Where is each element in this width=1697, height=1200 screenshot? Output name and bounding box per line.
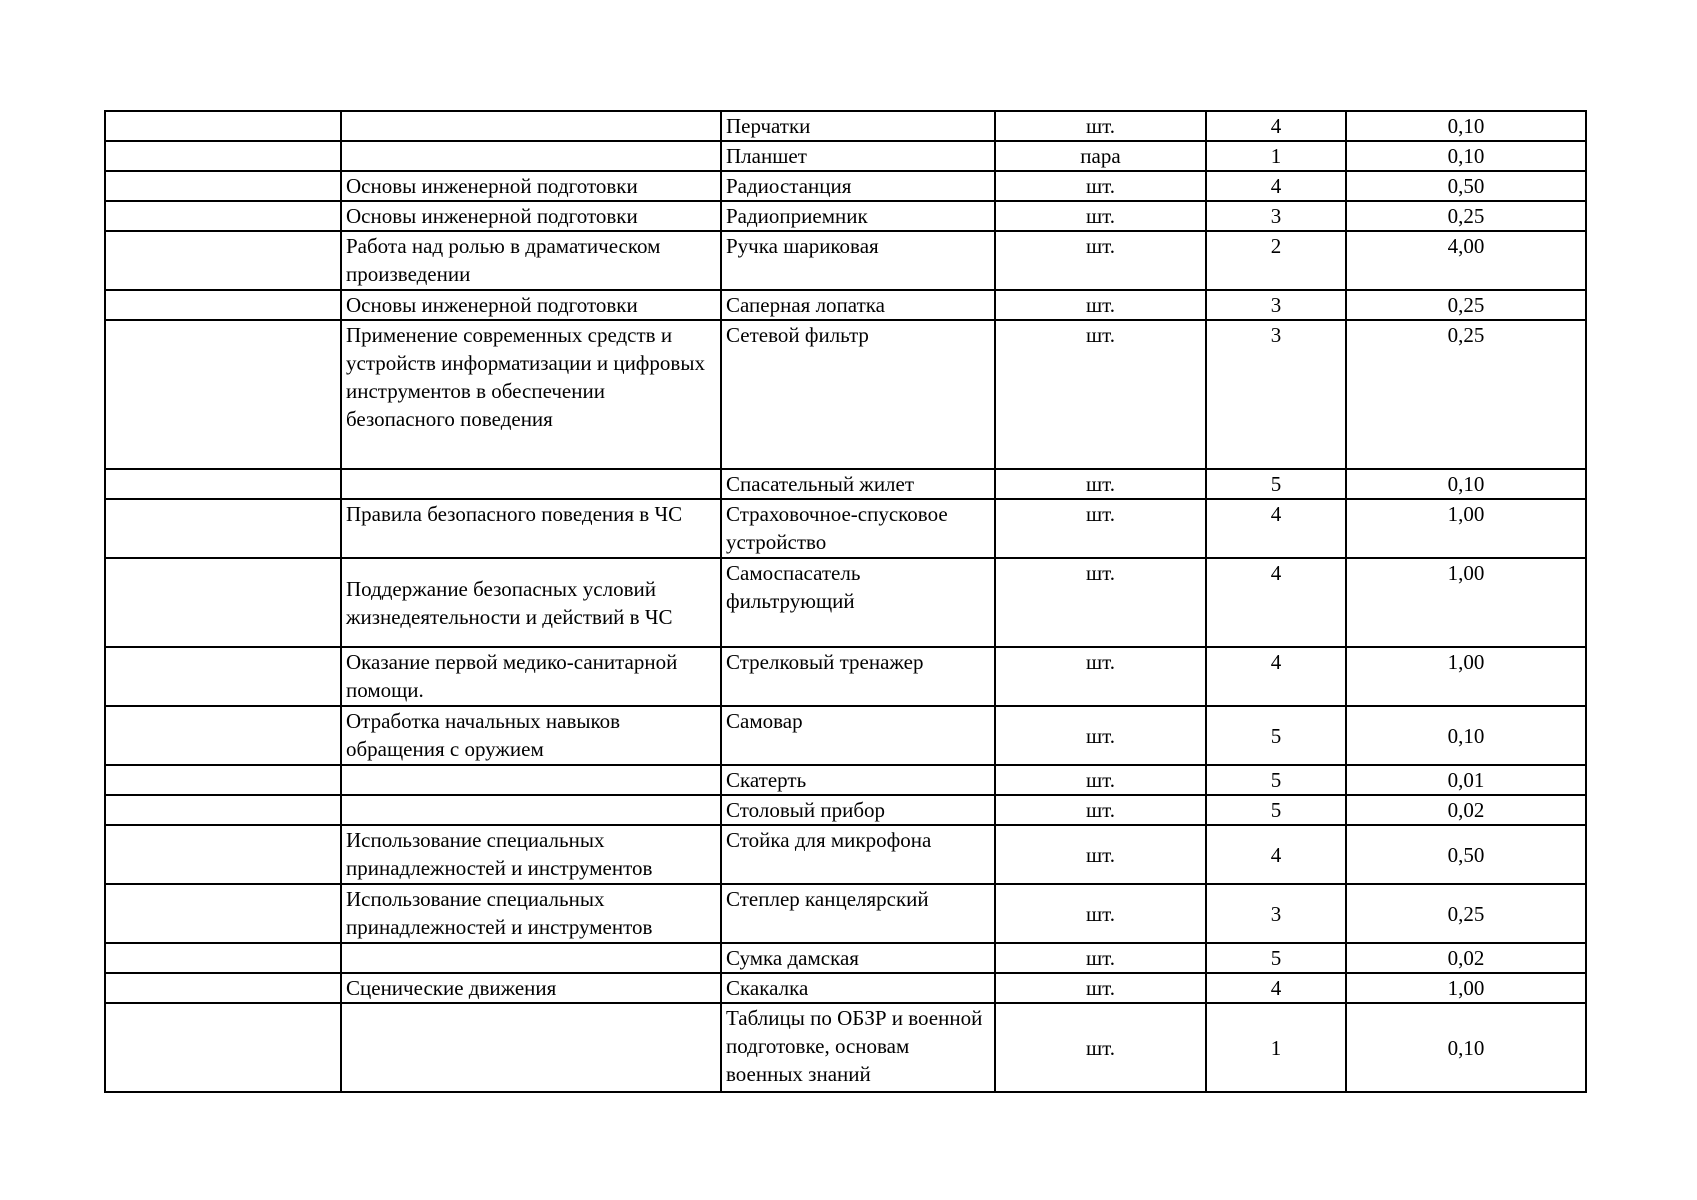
unit-cell: шт. bbox=[995, 469, 1206, 499]
unit-cell: шт. bbox=[995, 201, 1206, 231]
qty-cell: 3 bbox=[1206, 201, 1346, 231]
topic-cell: Отработка начальных навыков обращения с оружием bbox=[341, 706, 721, 765]
unit-cell: шт. bbox=[995, 765, 1206, 795]
norm-cell: 0,50 bbox=[1346, 825, 1586, 884]
table-row bbox=[105, 231, 1586, 290]
unit-cell: шт. bbox=[995, 290, 1206, 320]
topic-cell: Использование специальных принадлежностей и инструментов bbox=[341, 884, 721, 943]
qty-cell: 4 bbox=[1206, 825, 1346, 884]
empty-cell bbox=[105, 943, 341, 973]
qty-cell: 5 bbox=[1206, 795, 1346, 825]
empty-cell bbox=[105, 320, 341, 469]
topic-cell: Правила безопасного поведения в ЧС bbox=[341, 499, 721, 558]
table-body bbox=[105, 111, 1586, 1092]
qty-cell: 3 bbox=[1206, 290, 1346, 320]
qty-cell: 5 bbox=[1206, 706, 1346, 765]
unit-cell: шт. bbox=[995, 943, 1206, 973]
table-row bbox=[105, 884, 1586, 943]
item-cell: Перчатки bbox=[721, 111, 995, 141]
item-cell: Ручка шариковая bbox=[721, 231, 995, 290]
table-row bbox=[105, 973, 1586, 1003]
item-cell: Страховочное-спусковое устройство bbox=[721, 499, 995, 558]
item-cell: Радиоприемник bbox=[721, 201, 995, 231]
unit-cell: шт. bbox=[995, 231, 1206, 290]
item-cell: Столовый прибор bbox=[721, 795, 995, 825]
qty-cell: 5 bbox=[1206, 765, 1346, 795]
norm-cell: 0,10 bbox=[1346, 706, 1586, 765]
empty-cell bbox=[105, 973, 341, 1003]
unit-cell: шт. bbox=[995, 171, 1206, 201]
item-cell: Саперная лопатка bbox=[721, 290, 995, 320]
unit-cell: шт. bbox=[995, 706, 1206, 765]
empty-cell bbox=[105, 111, 341, 141]
empty-cell bbox=[105, 231, 341, 290]
norm-cell: 0,10 bbox=[1346, 469, 1586, 499]
unit-cell: шт. bbox=[995, 825, 1206, 884]
topic-cell bbox=[341, 111, 721, 141]
empty-cell bbox=[105, 171, 341, 201]
topic-cell: Основы инженерной подготовки bbox=[341, 201, 721, 231]
unit-cell: шт. bbox=[995, 320, 1206, 469]
empty-cell bbox=[105, 499, 341, 558]
item-cell: Самовар bbox=[721, 706, 995, 765]
empty-cell bbox=[105, 201, 341, 231]
topic-cell: Применение современных средств и устройств информатизации и цифровых инструментов в обеспечении безопасного поведения bbox=[341, 320, 721, 469]
unit-cell: шт. bbox=[995, 1003, 1206, 1092]
topic-cell: Оказание первой медико-санитарной помощи. bbox=[341, 647, 721, 706]
unit-cell: шт. bbox=[995, 499, 1206, 558]
unit-cell: шт. bbox=[995, 558, 1206, 647]
norm-cell: 1,00 bbox=[1346, 558, 1586, 647]
topic-cell bbox=[341, 795, 721, 825]
norm-cell: 1,00 bbox=[1346, 647, 1586, 706]
item-cell: Сумка дамская bbox=[721, 943, 995, 973]
item-cell: Самоспасатель фильтрующий bbox=[721, 558, 995, 647]
table-row bbox=[105, 647, 1586, 706]
table-row bbox=[105, 499, 1586, 558]
table-row bbox=[105, 290, 1586, 320]
table-row bbox=[105, 558, 1586, 647]
empty-cell bbox=[105, 647, 341, 706]
norm-cell: 0,10 bbox=[1346, 1003, 1586, 1092]
item-cell: Радиостанция bbox=[721, 171, 995, 201]
item-cell: Планшет bbox=[721, 141, 995, 171]
empty-cell bbox=[105, 884, 341, 943]
item-cell: Спасательный жилет bbox=[721, 469, 995, 499]
qty-cell: 4 bbox=[1206, 111, 1346, 141]
norm-cell: 0,25 bbox=[1346, 320, 1586, 469]
empty-cell bbox=[105, 290, 341, 320]
item-cell: Скакалка bbox=[721, 973, 995, 1003]
topic-cell: Работа над ролью в драматическом произведении bbox=[341, 231, 721, 290]
unit-cell: шт. bbox=[995, 111, 1206, 141]
table-row bbox=[105, 111, 1586, 141]
topic-cell bbox=[341, 469, 721, 499]
norm-cell: 0,25 bbox=[1346, 290, 1586, 320]
norm-cell: 0,02 bbox=[1346, 795, 1586, 825]
norm-cell: 0,10 bbox=[1346, 141, 1586, 171]
item-cell: Сетевой фильтр bbox=[721, 320, 995, 469]
qty-cell: 4 bbox=[1206, 647, 1346, 706]
norm-cell: 0,50 bbox=[1346, 171, 1586, 201]
empty-cell bbox=[105, 825, 341, 884]
topic-cell bbox=[341, 943, 721, 973]
table-row bbox=[105, 320, 1586, 469]
qty-cell: 4 bbox=[1206, 499, 1346, 558]
topic-cell bbox=[341, 765, 721, 795]
table-row bbox=[105, 706, 1586, 765]
item-cell: Стрелковый тренажер bbox=[721, 647, 995, 706]
item-cell: Степлер канцелярский bbox=[721, 884, 995, 943]
qty-cell: 3 bbox=[1206, 320, 1346, 469]
table-row bbox=[105, 201, 1586, 231]
empty-cell bbox=[105, 706, 341, 765]
qty-cell: 1 bbox=[1206, 141, 1346, 171]
table-row bbox=[105, 825, 1586, 884]
topic-cell bbox=[341, 1003, 721, 1092]
empty-cell bbox=[105, 469, 341, 499]
topic-cell: Поддержание безопасных условий жизнедеятельности и действий в ЧС bbox=[341, 558, 721, 647]
topic-cell: Сценические движения bbox=[341, 973, 721, 1003]
norm-cell: 1,00 bbox=[1346, 499, 1586, 558]
item-cell: Таблицы по ОБЗР и военной подготовке, основам военных знаний bbox=[721, 1003, 995, 1092]
unit-cell: шт. bbox=[995, 647, 1206, 706]
item-cell: Стойка для микрофона bbox=[721, 825, 995, 884]
norm-cell: 0,25 bbox=[1346, 884, 1586, 943]
qty-cell: 1 bbox=[1206, 1003, 1346, 1092]
table-row bbox=[105, 765, 1586, 795]
topic-cell: Использование специальных принадлежностей и инструментов bbox=[341, 825, 721, 884]
table-row bbox=[105, 1003, 1586, 1092]
unit-cell: пара bbox=[995, 141, 1206, 171]
unit-cell: шт. bbox=[995, 884, 1206, 943]
unit-cell: шт. bbox=[995, 795, 1206, 825]
empty-cell bbox=[105, 765, 341, 795]
qty-cell: 4 bbox=[1206, 973, 1346, 1003]
norm-cell: 4,00 bbox=[1346, 231, 1586, 290]
equipment-table bbox=[104, 110, 1587, 1093]
table-row bbox=[105, 795, 1586, 825]
qty-cell: 3 bbox=[1206, 884, 1346, 943]
topic-cell: Основы инженерной подготовки bbox=[341, 290, 721, 320]
item-cell: Скатерть bbox=[721, 765, 995, 795]
qty-cell: 4 bbox=[1206, 171, 1346, 201]
norm-cell: 1,00 bbox=[1346, 973, 1586, 1003]
norm-cell: 0,02 bbox=[1346, 943, 1586, 973]
topic-cell bbox=[341, 141, 721, 171]
norm-cell: 0,01 bbox=[1346, 765, 1586, 795]
table-row bbox=[105, 171, 1586, 201]
empty-cell bbox=[105, 795, 341, 825]
empty-cell bbox=[105, 1003, 341, 1092]
topic-cell: Основы инженерной подготовки bbox=[341, 171, 721, 201]
qty-cell: 2 bbox=[1206, 231, 1346, 290]
table-row bbox=[105, 943, 1586, 973]
unit-cell: шт. bbox=[995, 973, 1206, 1003]
empty-cell bbox=[105, 141, 341, 171]
table-row bbox=[105, 469, 1586, 499]
norm-cell: 0,25 bbox=[1346, 201, 1586, 231]
empty-cell bbox=[105, 558, 341, 647]
table-row bbox=[105, 141, 1586, 171]
qty-cell: 4 bbox=[1206, 558, 1346, 647]
norm-cell: 0,10 bbox=[1346, 111, 1586, 141]
qty-cell: 5 bbox=[1206, 943, 1346, 973]
qty-cell: 5 bbox=[1206, 469, 1346, 499]
